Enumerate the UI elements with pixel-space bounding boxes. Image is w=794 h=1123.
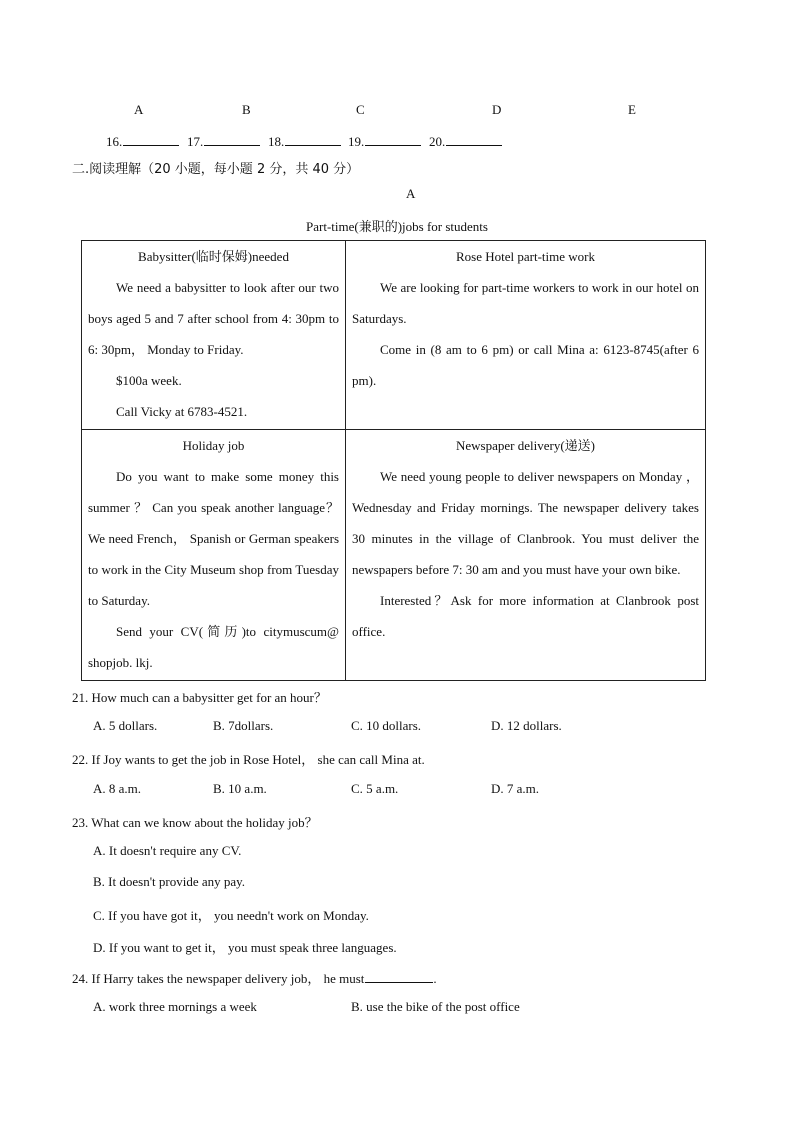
answer-blank-16[interactable] <box>106 134 179 150</box>
letter-d: D <box>492 102 502 117</box>
job-cell-babysitter <box>82 241 346 430</box>
job-paragraph: We are looking for part-time workers to work in our hotel on Saturdays. <box>352 280 699 326</box>
passage-label: A <box>406 186 416 201</box>
question-stem-24-end: . <box>433 971 437 986</box>
option-21-b[interactable]: B. 7dollars. <box>213 718 274 733</box>
question-stem-24 <box>72 968 437 987</box>
blank-label: 20. <box>429 134 446 149</box>
job-paragraph: Do you want to make some money this summer ？ Can you speak another language？ We need French， Spanish or German speakers to work in the City Museum shop from Tuesday to Saturday. <box>88 469 339 608</box>
option-21-a[interactable]: A. 5 dollars. <box>93 718 158 733</box>
option-22-b[interactable]: B. 10 a.m. <box>213 781 267 796</box>
answer-blank-20[interactable] <box>429 134 502 150</box>
answer-blank-24[interactable] <box>365 971 433 983</box>
option-23-d[interactable]: D. If you want to get it， you must speak three languages. <box>93 940 397 955</box>
job-paragraph: $100a week. <box>116 373 182 388</box>
job-title: Holiday job <box>182 438 245 453</box>
option-24-a[interactable]: A. work three mornings a week <box>93 999 257 1014</box>
passage-title: Part-time(兼职的)jobs for students <box>306 219 488 234</box>
job-cell-rose-hotel <box>346 241 706 430</box>
letter-c: C <box>356 102 365 117</box>
option-23-a[interactable]: A. It doesn't require any CV. <box>93 843 242 858</box>
question-stem-21: 21. How much can a babysitter get for an hour？ <box>72 690 327 705</box>
table-row <box>82 430 706 681</box>
blank-label: 16. <box>106 134 123 149</box>
blank-label: 18. <box>268 134 285 149</box>
blank-label: 17. <box>187 134 204 149</box>
option-23-b[interactable]: B. It doesn't provide any pay. <box>93 874 246 889</box>
job-paragraph: We need young people to deliver newspapers on Monday ， Wednesday and Friday mornings. The newspaper delivery takes 30 minutes in the village of Clanbrook. You must deliver the newspapers before 7: 30 am and you must have your own bike. <box>352 469 699 577</box>
job-cell-newspaper <box>346 430 706 681</box>
answer-blank-19[interactable] <box>348 134 421 150</box>
option-22-a[interactable]: A. 8 a.m. <box>93 781 142 796</box>
job-title: Babysitter(临时保姆)needed <box>138 249 289 264</box>
option-22-d[interactable]: D. 7 a.m. <box>491 781 540 796</box>
blank-line <box>204 134 260 146</box>
blank-line <box>285 134 341 146</box>
job-paragraph: We need a babysitter to look after our two boys aged 5 and 7 after school from 4: 30pm to 6: 30pm， Monday to Friday. <box>88 280 339 357</box>
option-24-b[interactable]: B. use the bike of the post office <box>351 999 520 1014</box>
option-21-d[interactable]: D. 12 dollars. <box>491 718 562 733</box>
question-stem-24-text: 24. If Harry takes the newspaper delivery job， he must <box>72 971 365 986</box>
option-22-c[interactable]: C. 5 a.m. <box>351 781 399 796</box>
job-paragraph: Interested？Ask for more information at Clanbrook post office. <box>352 593 699 639</box>
option-21-c[interactable]: C. 10 dollars. <box>351 718 422 733</box>
letter-e: E <box>628 102 636 117</box>
blank-line <box>123 134 179 146</box>
answer-blank-17[interactable] <box>187 134 260 150</box>
option-23-c[interactable]: C. If you have got it， you needn't work on Monday. <box>93 908 369 923</box>
job-paragraph: Come in (8 am to 6 pm) or call Mina a: 6123-8745(after 6 pm). <box>352 342 699 388</box>
answer-blank-18[interactable] <box>268 134 341 150</box>
blank-line <box>446 134 502 146</box>
job-cell-holiday <box>82 430 346 681</box>
jobs-table <box>81 240 706 681</box>
section-heading: 二.阅读理解（20 小题，每小题 2 分，共 40 分） <box>72 162 360 177</box>
job-title: Rose Hotel part-time work <box>456 249 595 264</box>
job-paragraph: Send your CV(简历)to citymuscum@ shopjob. lkj. <box>88 624 339 670</box>
letter-a: A <box>134 102 144 117</box>
blank-line <box>365 134 421 146</box>
job-paragraph: Call Vicky at 6783-4521. <box>116 404 248 419</box>
job-title: Newspaper delivery(递送) <box>456 438 595 453</box>
blank-label: 19. <box>348 134 365 149</box>
letter-b: B <box>242 102 251 117</box>
question-stem-22: 22. If Joy wants to get the job in Rose Hotel， she can call Mina at. <box>72 752 425 767</box>
question-stem-23: 23. What can we know about the holiday job？ <box>72 815 318 830</box>
table-row <box>82 241 706 430</box>
